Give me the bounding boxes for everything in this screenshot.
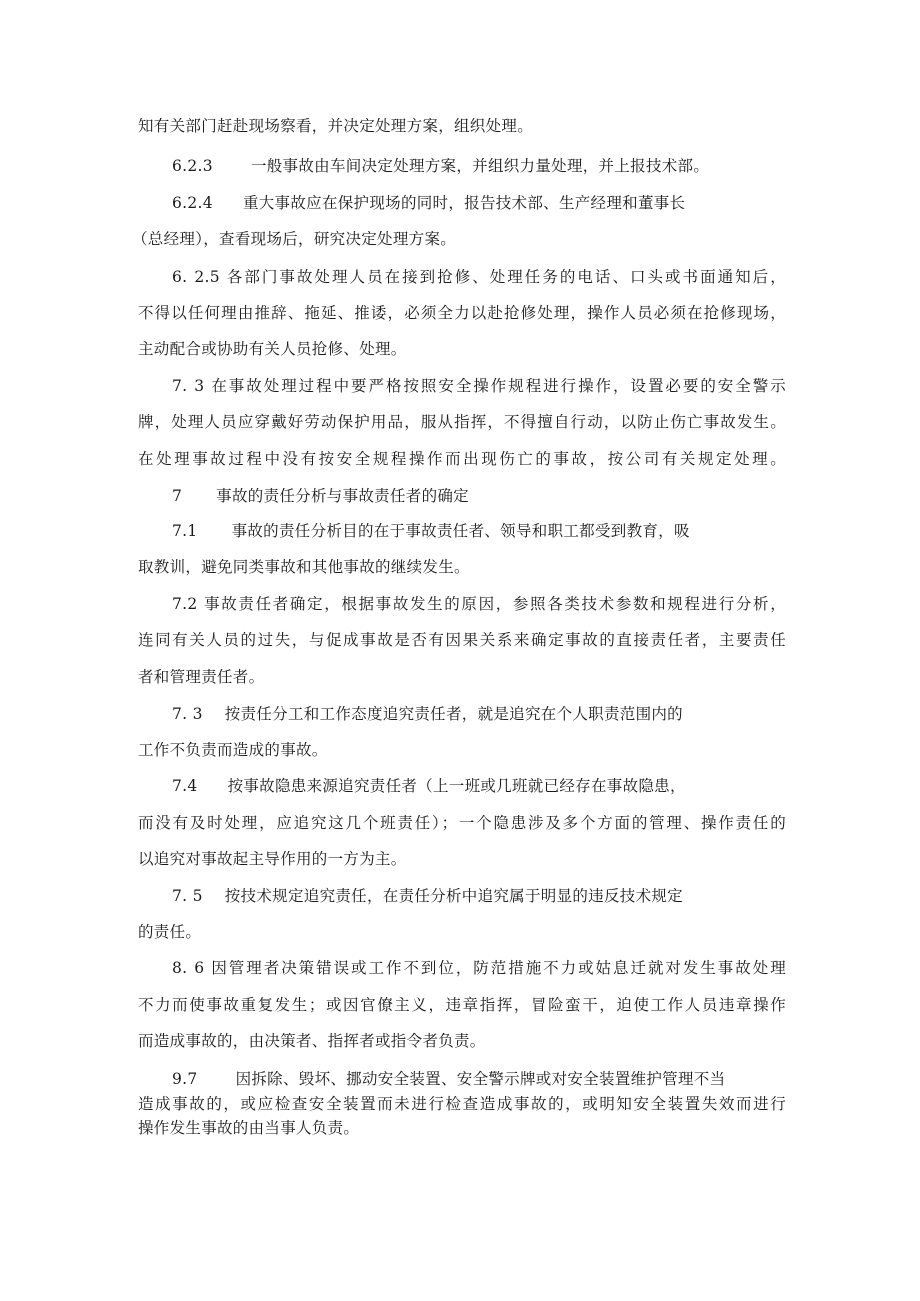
line-text: 操作发生事故的由当事人负责。 [138, 1119, 360, 1137]
clause-text: 一般事故由车间决定处理方案，并组织力量处理，并上报技术部。 [250, 157, 710, 175]
line-text: 8. 6 因管理者决策错误或工作不到位，防范措施不力或姑息迁就对发生事故处理 [172, 959, 786, 977]
clause-number: 6.2.4 [172, 194, 213, 212]
line-text: 造成事故的，或应检查安全装置而未进行检查造成事故的，或明知安全装置失效而进行 [138, 1095, 786, 1113]
clause-text: 重大事故应在保护现场的同时，报告技术部、生产经理和董事长 [242, 194, 686, 212]
clause-7-2 [172, 594, 786, 614]
line-text: 的责任。 [138, 923, 202, 941]
paragraph-line [138, 557, 470, 577]
line-text: 7. 3 在事故处理过程中要严格按照安全操作规程进行操作，设置必要的安全警示 [172, 377, 786, 395]
paragraph-line [138, 740, 328, 760]
line-text: 不力而使事故重复发生；或因官僚主义，违章指挥，冒险蛮干，迫使工作人员违章操作 [138, 996, 786, 1014]
clause-number: 7.1 [172, 522, 198, 540]
paragraph-line [132, 229, 456, 249]
clause-8-6 [172, 958, 786, 978]
paragraph-line [138, 1031, 486, 1051]
clause-6-2-3 [172, 156, 709, 176]
clause-number: 6.2.3 [172, 157, 213, 175]
clause-7-3-second [172, 704, 683, 724]
line-text: 7.2 事故责任者确定，根据事故发生的原因，参照各类技术参数和规程进行分析， [172, 595, 786, 613]
clause-number: 7. 3 [172, 705, 203, 723]
paragraph-line [138, 922, 201, 942]
clause-text: 事故的责任分析目的在于事故责任者、领导和职工都受到教育，吸 [231, 522, 690, 540]
line-text: 而造成事故的，由决策者、指挥者或指令者负责。 [138, 1032, 486, 1050]
line-text: 者和管理责任者。 [138, 668, 265, 686]
clause-7-3-first [172, 376, 786, 396]
line-text: 工作不负责而造成的事故。 [138, 741, 328, 759]
paragraph-line [138, 849, 407, 869]
clause-number: 7.4 [172, 777, 198, 795]
clause-text: 按技术规定追究责任，在责任分析中追究属于明显的违反技术规定 [224, 887, 683, 905]
clause-7-5 [172, 886, 683, 906]
section-title: 事故的责任分析与事故责任者的确定 [216, 487, 469, 505]
line-text: 连同有关人员的过失，与促成事故是否有因果关系来确定事故的直接责任者，主要责任 [138, 631, 786, 649]
paragraph-line [138, 995, 786, 1015]
paragraph-line [138, 630, 786, 650]
clause-6-2-5 [172, 267, 786, 287]
clause-9-7 [172, 1069, 725, 1089]
clause-7-4 [172, 776, 686, 796]
paragraph-line [138, 1094, 786, 1114]
clause-number: 7. 5 [172, 887, 203, 905]
clause-number: 9.7 [172, 1070, 198, 1088]
line-text: 知有关部门赶赴现场察看，并决定处理方案，组织处理。 [138, 117, 534, 135]
paragraph-line [138, 1118, 359, 1138]
paragraph-line [138, 303, 786, 323]
line-text: 6. 2.5 各部门事故处理人员在接到抢修、处理任务的电话、口头或书面通知后， [172, 268, 786, 286]
line-text: 取教训，避免同类事故和其他事故的继续发生。 [138, 558, 470, 576]
clause-text: 因拆除、毁坏、挪动安全装置、安全警示牌或对安全装置维护管理不当 [235, 1070, 726, 1088]
section-number: 7 [172, 487, 183, 505]
clause-7-1 [172, 521, 690, 541]
clause-text: 按责任分工和工作态度追究责任者，就是追究在个人职责范围内的 [224, 705, 683, 723]
line-text: （总经理），查看现场后，研究决定处理方案。 [132, 230, 457, 248]
paragraph-line [138, 116, 533, 136]
paragraph-line [138, 813, 786, 833]
line-text: 以追究对事故起主导作用的一方为主。 [138, 850, 407, 868]
clause-6-2-4 [172, 193, 685, 213]
line-text: 而没有及时处理，应追究这几个班责任）；一个隐患涉及多个方面的管理、操作责任的 [138, 814, 786, 832]
line-text: 牌，处理人员应穿戴好劳动保护用品，服从指挥，不得擅自行动，以防止伤亡事故发生。 [138, 413, 786, 431]
clause-text: 按事故隐患来源追究责任者（上一班或几班就已经存在事故隐患， [227, 777, 686, 795]
paragraph-line [138, 667, 264, 687]
paragraph-line [138, 339, 407, 359]
line-text: 主动配合或协助有关人员抢修、处理。 [138, 340, 407, 358]
paragraph-line [138, 449, 786, 469]
line-text: 不得以任何理由推辞、拖延、推诿，必须全力以赴抢修处理，操作人员必须在抢修现场， [138, 304, 786, 322]
section-heading-7 [172, 486, 469, 506]
paragraph-line [138, 412, 786, 432]
line-text: 在处理事故过程中没有按安全规程操作而出现伤亡的事故，按公司有关规定处理。 [138, 450, 786, 468]
